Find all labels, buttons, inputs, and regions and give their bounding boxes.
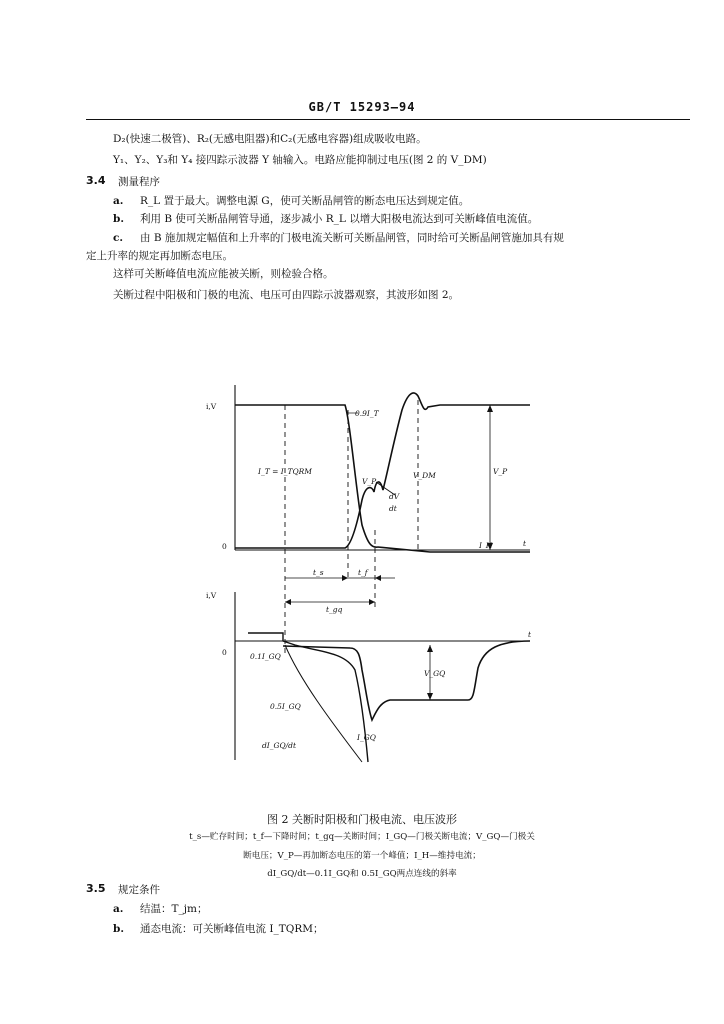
cond-a-text: 结温：T_jm； <box>140 903 208 915</box>
tgq-label: t_gq <box>326 605 343 614</box>
item-a-text: R_L 置于最大。调整电源 G，使可关断晶闸管的断态电压达到规定值。 <box>140 195 470 207</box>
pct90-label: 0.9I_T <box>355 409 379 418</box>
header-rule <box>86 119 690 120</box>
pct10-label: 0.1I_GQ <box>250 652 281 661</box>
top-zero-label: 0 <box>222 542 227 551</box>
vgq-label: V_GQ <box>424 669 446 678</box>
standard-header: GB/T 15293—94 <box>308 100 416 114</box>
anode-current-curve <box>235 405 530 552</box>
bottom-axis-label: i,V <box>206 591 217 600</box>
paragraph-pass: 这样可关断峰值电流应能被关断，则检验合格。 <box>113 268 334 280</box>
cond-a-label: a. <box>113 903 124 915</box>
dvdt-denominator: dt <box>389 504 397 513</box>
bottom-t-label: t <box>528 630 532 639</box>
top-axis-label: i,V <box>206 402 217 411</box>
body-line-2: Y₁、Y₂、Y₃和 Y₄ 接四踪示波器 Y 轴输入。电路应能抑制过电压(图 2 的 V_DM) <box>113 154 487 166</box>
tf-label: t_f <box>358 568 368 577</box>
figure-caption-title: 图 2 关断时阳极和门极电流、电压波形 <box>267 813 457 826</box>
body-line-1: D₂(快速二极管)、R₂(无感电阻器)和C₂(无感电容器)组成吸收电路。 <box>113 133 427 145</box>
section-3-5-title: 规定条件 <box>118 884 160 896</box>
vp-small-label: V_P <box>362 477 377 486</box>
dvdt-numerator: dV <box>389 492 400 501</box>
digq-label: dI_GQ/dt <box>262 741 296 750</box>
item-c-text: 由 B 施加规定幅值和上升率的门极电流关断可关断晶闸管，同时给可关断晶闸管施加具有规 <box>140 232 564 244</box>
figure-caption-line-1: t_s—贮存时间；t_f—下降时间；t_gq—关断时间；I_GQ—门极关断电流；V_GQ—门极关 <box>189 832 535 842</box>
pct50-label: 0.5I_GQ <box>270 702 301 711</box>
waveform-figure <box>190 370 550 770</box>
igq-label: I_GQ <box>357 733 376 742</box>
paragraph-waveform: 关断过程中阳极和门极的电流、电压可由四踪示波器观察，其波形如图 2。 <box>113 289 460 301</box>
ih-label: I_H <box>479 541 493 550</box>
section-3-5-number: 3.5 <box>86 882 106 895</box>
top-t-label: t <box>523 539 527 548</box>
item-c-label: c. <box>113 232 124 244</box>
figure-caption-line-3: dI_GQ/dt—0.1I_GQ和 0.5I_GQ两点连线的斜率 <box>267 869 457 879</box>
gate-voltage-curve <box>283 641 530 720</box>
section-3-4-title: 测量程序 <box>118 176 160 188</box>
cond-b-label: b. <box>113 923 124 935</box>
figure-caption-line-2: 断电压；V_P—再加断态电压的第一个峰值；I_H—维持电流； <box>243 851 481 861</box>
item-b-text: 利用 B 使可关断晶闸管导通，逐步减小 R_L 以增大阳极电流达到可关断峰值电流值。 <box>140 213 539 225</box>
item-c-continuation: 定上升率的规定再加断态电压。 <box>86 250 233 262</box>
bottom-zero-label: 0 <box>222 648 227 657</box>
vdm-label: V_DM <box>413 471 436 480</box>
section-3-4-number: 3.4 <box>86 174 106 187</box>
it-equation-label: I_T = I_TQRM <box>258 467 312 476</box>
vp-right-label: V_P <box>493 467 508 476</box>
item-a-label: a. <box>113 195 124 207</box>
cond-b-text: 通态电流：可关断峰值电流 I_TQRM； <box>140 923 324 935</box>
item-b-label: b. <box>113 213 124 225</box>
ts-label: t_s <box>313 568 324 577</box>
